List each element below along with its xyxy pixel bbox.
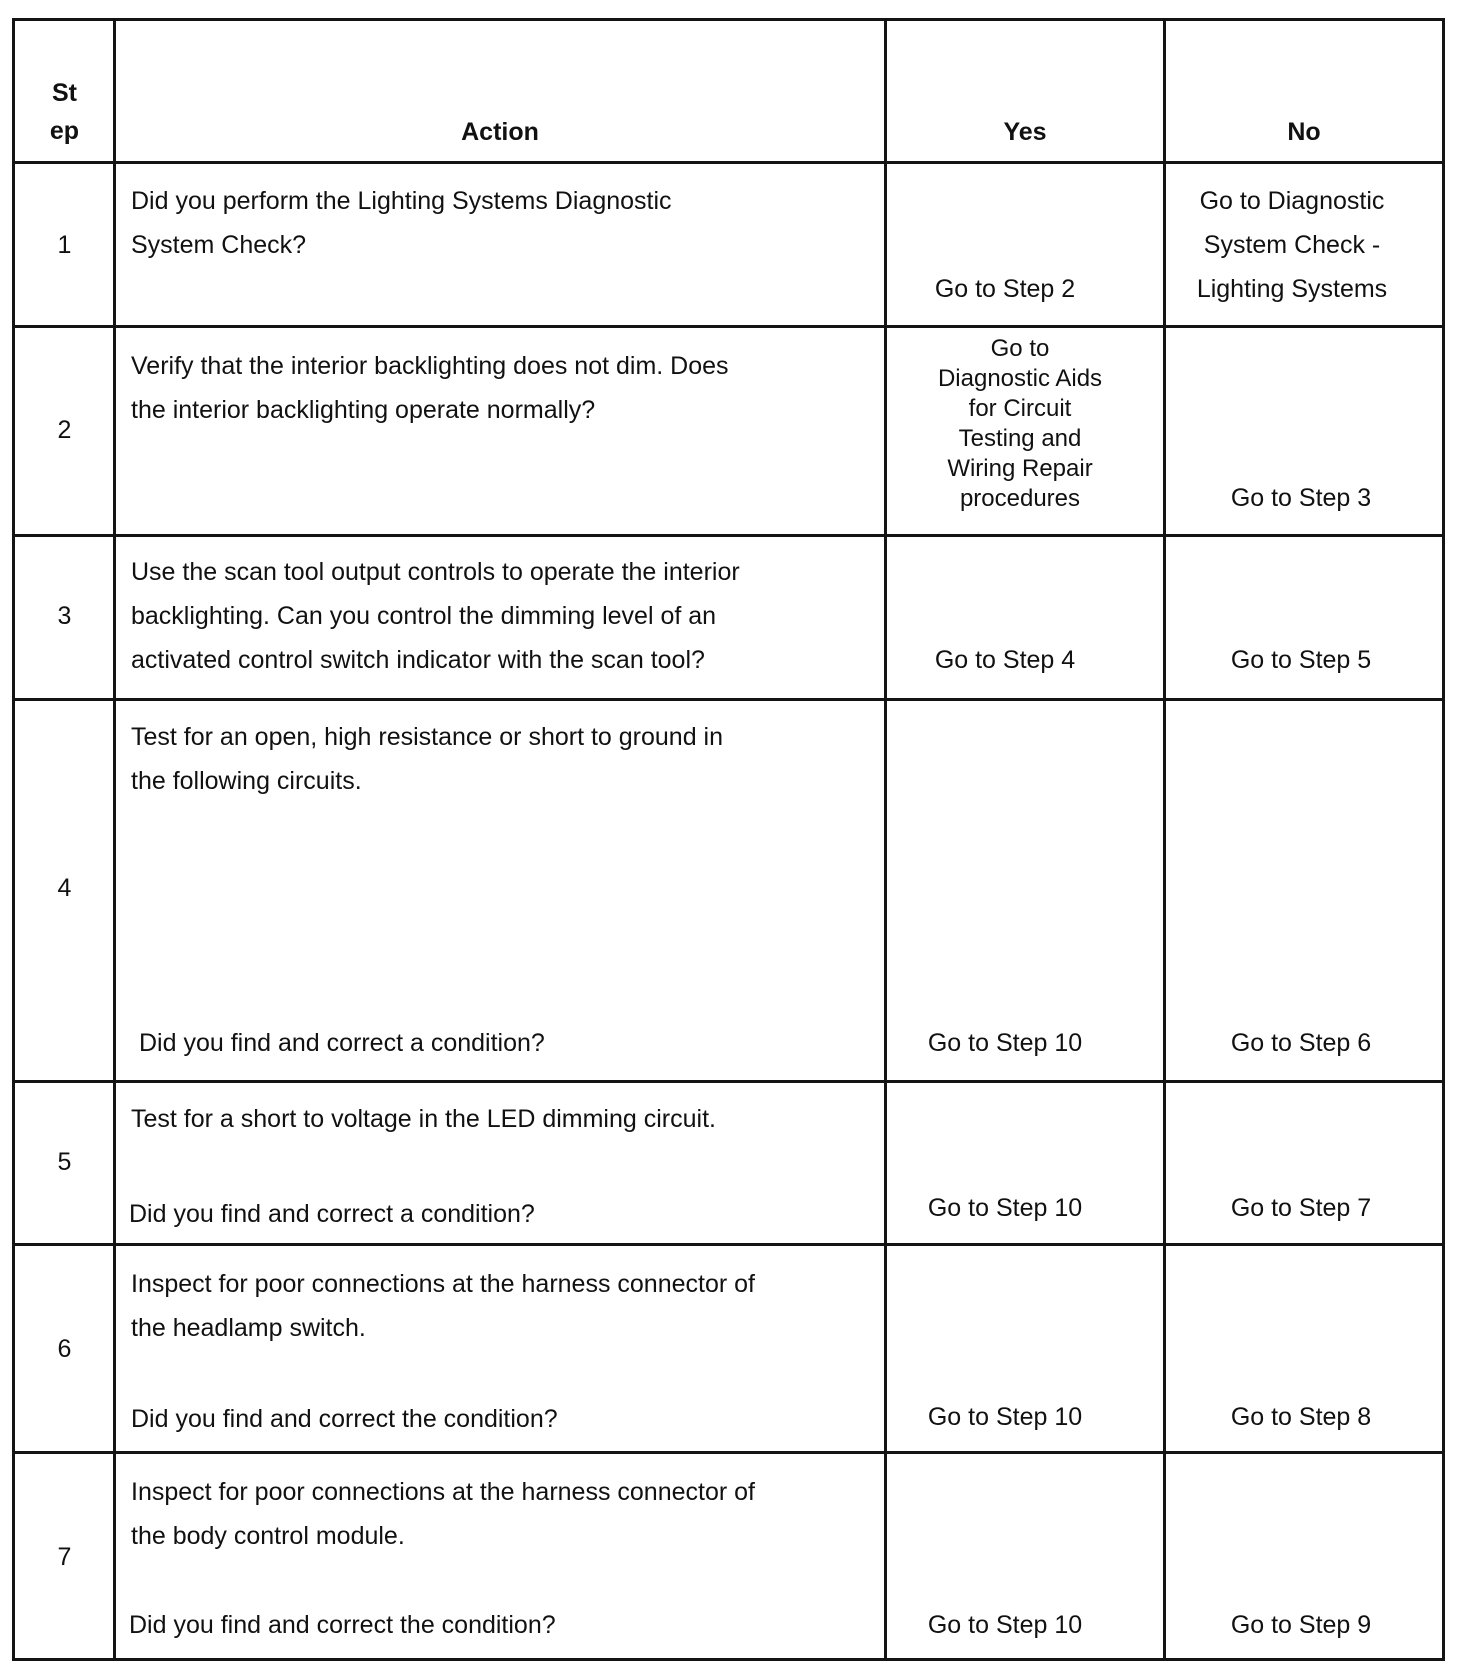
table-border-top — [12, 18, 1445, 21]
action-text: Inspect for poor connections at the harness connector of the headlamp switch. — [131, 1270, 755, 1342]
table-border-right — [1442, 18, 1445, 1661]
row-divider — [12, 1451, 1445, 1454]
action-text: Did you perform the Lighting Systems Diagnostic System Check? — [131, 187, 672, 259]
yes-link[interactable]: Go to Step 2 — [934, 275, 1076, 303]
yes-link[interactable]: Go to Diagnostic Aids for Circuit Testing and Wiring Repair procedures — [937, 335, 1103, 512]
yes-link[interactable]: Go to Step 10 — [927, 1403, 1083, 1431]
no-link[interactable]: Go to Step 5 — [1230, 646, 1372, 674]
action-question: Did you find and correct the condition? — [129, 1611, 556, 1639]
action-text: Verify that the interior backlighting does not dim. Does the interior backlighting operate normally? — [131, 352, 729, 424]
row-divider — [12, 698, 1445, 701]
step-number: 3 — [57, 602, 72, 630]
action-question: Did you find and correct a condition? — [129, 1200, 535, 1228]
step-number: 4 — [57, 874, 72, 902]
no-link[interactable]: Go to Step 7 — [1230, 1194, 1372, 1222]
no-link[interactable]: Go to Step 3 — [1230, 484, 1372, 512]
row-divider — [12, 1080, 1445, 1083]
header-divider — [12, 161, 1445, 164]
header-action: Action — [461, 118, 539, 146]
step-number: 1 — [57, 231, 72, 259]
action-text: Test for a short to voltage in the LED dimming circuit. — [131, 1105, 716, 1133]
step-number: 6 — [57, 1335, 72, 1363]
step-number: 2 — [57, 416, 72, 444]
action-question: Did you find and correct the condition? — [131, 1405, 558, 1433]
row-divider — [12, 534, 1445, 537]
yes-link[interactable]: Go to Step 4 — [934, 646, 1076, 674]
yes-link[interactable]: Go to Step 10 — [927, 1611, 1083, 1639]
no-link[interactable]: Go to Step 8 — [1230, 1403, 1372, 1431]
yes-link[interactable]: Go to Step 10 — [927, 1029, 1083, 1057]
header-yes: Yes — [1003, 118, 1047, 146]
header-step: St ep — [49, 79, 80, 145]
no-link[interactable]: Go to Step 6 — [1230, 1029, 1372, 1057]
row-divider — [12, 325, 1445, 328]
step-number: 5 — [57, 1148, 72, 1176]
action-text: Inspect for poor connections at the harness connector of the body control module. — [131, 1478, 755, 1550]
yes-link[interactable]: Go to Step 10 — [927, 1194, 1083, 1222]
table-border-left — [12, 18, 15, 1661]
action-text: Test for an open, high resistance or short to ground in the following circuits. — [131, 723, 724, 795]
row-divider — [12, 1243, 1445, 1246]
no-link[interactable]: Go to Step 9 — [1230, 1611, 1372, 1639]
step-number: 7 — [57, 1543, 72, 1571]
action-question: Did you find and correct a condition? — [139, 1029, 545, 1057]
column-divider — [113, 18, 116, 1661]
table-border-bottom — [12, 1658, 1445, 1661]
no-link[interactable]: Go to Diagnostic System Check - Lighting Systems — [1196, 187, 1388, 303]
action-text: Use the scan tool output controls to operate the interior backlighting. Can you control the dimming level of an activated control switch indicator with the scan tool? — [131, 558, 740, 674]
header-no: No — [1287, 118, 1321, 146]
